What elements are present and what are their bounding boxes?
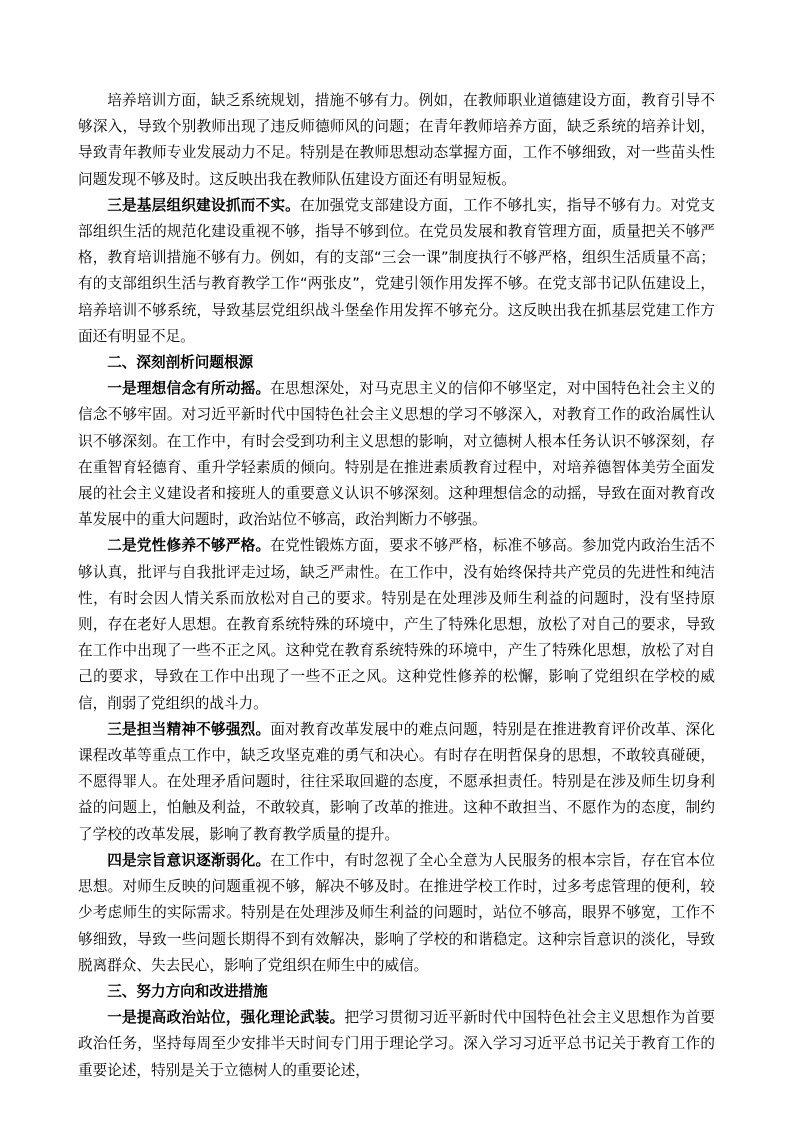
heading-section-three <box>78 979 715 1005</box>
para-lead: 一是提高政治站位，强化理论武装。 <box>107 1009 345 1027</box>
para-text: 培养培训方面，缺乏系统规划，措施不够有力。例如，在教师职业道德建设方面，教育引导不够深入，导致个别教师出现了违反师德师风的问题；在青年教师培养方面，缺乏系统的培养计划，导致青年教师专业发展动力不足。特别是在教师思想动态掌握方面，工作不够细致，对一些苗头性问题发现不够及时。这反映出我在教师队伍建设方面还有明显短板。 <box>78 92 715 188</box>
para-measure-one <box>78 1005 715 1084</box>
para-lead: 三是基层组织建设抓而不实。 <box>107 196 300 214</box>
heading-text: 三、努力方向和改进措施 <box>107 982 268 1000</box>
para-root-cause-one <box>78 376 715 533</box>
para-text: 在党性锻炼方面，要求不够严格，标准不够高。参加党内政治生活不够认真，批评与自我批评走过场，缺乏严肃性。在工作中，没有始终保持共产党员的先进性和纯洁性，有时会因人情关系而放松对自己的要求。特别是在处理涉及师生利益的问题时，没有坚持原则，存在老好人思想。在教育系统特殊的环境中，产生了特殊化思想，放松了对自己的要求，导致在工作中出现了一些不正之风。这种党在教育系统特殊的环境中，产生了特殊化思想，放松了对自己的要求，导致在工作中出现了一些不正之风。这种党性修养的松懈，影响了党组织在学校的威信，削弱了党组织的战斗力。 <box>78 537 715 712</box>
para-text: 面对教育改革发展中的难点问题，特别是在推进教育评价改革、深化课程改革等重点工作中，缺乏攻坚克难的勇气和决心。有时存在明哲保身的思想，不敢较真碰硬，不愿得罪人。在处理矛盾问题时，往往采取回避的态度，不愿承担责任。特别是在涉及师生切身利益的问题上，怕触及利益，不敢较真，影响了改革的推进。这种不敢担当、不愿作为的态度，制约了学校的改革发展，影响了教育教学质量的提升。 <box>78 720 715 843</box>
heading-text: 二、深刻剖析问题根源 <box>107 354 254 372</box>
para-point-three-grassroots <box>78 193 715 350</box>
para-lead: 一是理想信念有所动摇。 <box>107 380 271 398</box>
para-root-cause-two <box>78 533 715 716</box>
para-lead: 二是党性修养不够严格。 <box>107 537 271 555</box>
para-text: 在工作中，有时忽视了全心全意为人民服务的根本宗旨，存在官本位思想。对师生反映的问题重视不够，解决不够及时。在推进学校工作时，过多考虑管理的便利，较少考虑师生的实际需求。特别是在处理涉及师生利益的问题时，站位不够高，眼界不够宽，工作不够细致，导致一些问题长期得不到有效解决，影响了学校的和谐稳定。这种宗旨意识的淡化，导致脱离群众、失去民心，影响了党组织在师生中的威信。 <box>78 851 715 974</box>
para-text: 把学习贯彻习近平新时代中国特色社会主义思想作为首要政治任务，坚持每周至少安排半天时间专门用于理论学习。深入学习习近平总书记关于教育工作的重要论述，特别是关于立德树人的重要论述， <box>78 1009 715 1079</box>
para-lead: 三是担当精神不够强烈。 <box>107 720 271 738</box>
para-text: 在加强党支部建设方面，工作不够扎实，指导不够有力。对党支部组织生活的规范化建设重视不够，指导不够到位。在党员发展和教育管理方面，质量把关不够严格，教育培训措施不够有力。例如，有的支部“三会一课”制度执行不够严格，组织生活质量不高；有的支部组织生活与教育教学工作“两张皮”，党建引领作用发挥不够。在党支部书记队伍建设上，培养培训不够系统，导致基层党组织战斗堡垒作用发挥不够充分。这反映出我在抓基层党建工作方面还有明显不足。 <box>78 196 715 345</box>
para-lead: 四是宗旨意识逐渐弱化。 <box>107 851 271 869</box>
document-body <box>78 88 715 1084</box>
para-text: 在思想深处，对马克思主义的信仰不够坚定，对中国特色社会主义的信念不够牢固。对习近平新时代中国特色社会主义思想的学习不够深入，对教育工作的政治属性认识不够深刻。在工作中，有时会受到功利主义思想的影响，对立德树人根本任务认识不够深刻，存在重智育轻德育、重升学轻素质的倾向。特别是在推进素质教育过程中，对培养德智体美劳全面发展的社会主义建设者和接班人的重要意义认识不够深刻。这种理想信念的动摇，导致在面对教育改革发展中的重大问题时，政治站位不够高，政治判断力不够强。 <box>78 380 715 529</box>
para-training-shortcomings <box>78 88 715 193</box>
heading-section-two <box>78 350 715 376</box>
para-root-cause-three <box>78 717 715 848</box>
para-root-cause-four <box>78 848 715 979</box>
